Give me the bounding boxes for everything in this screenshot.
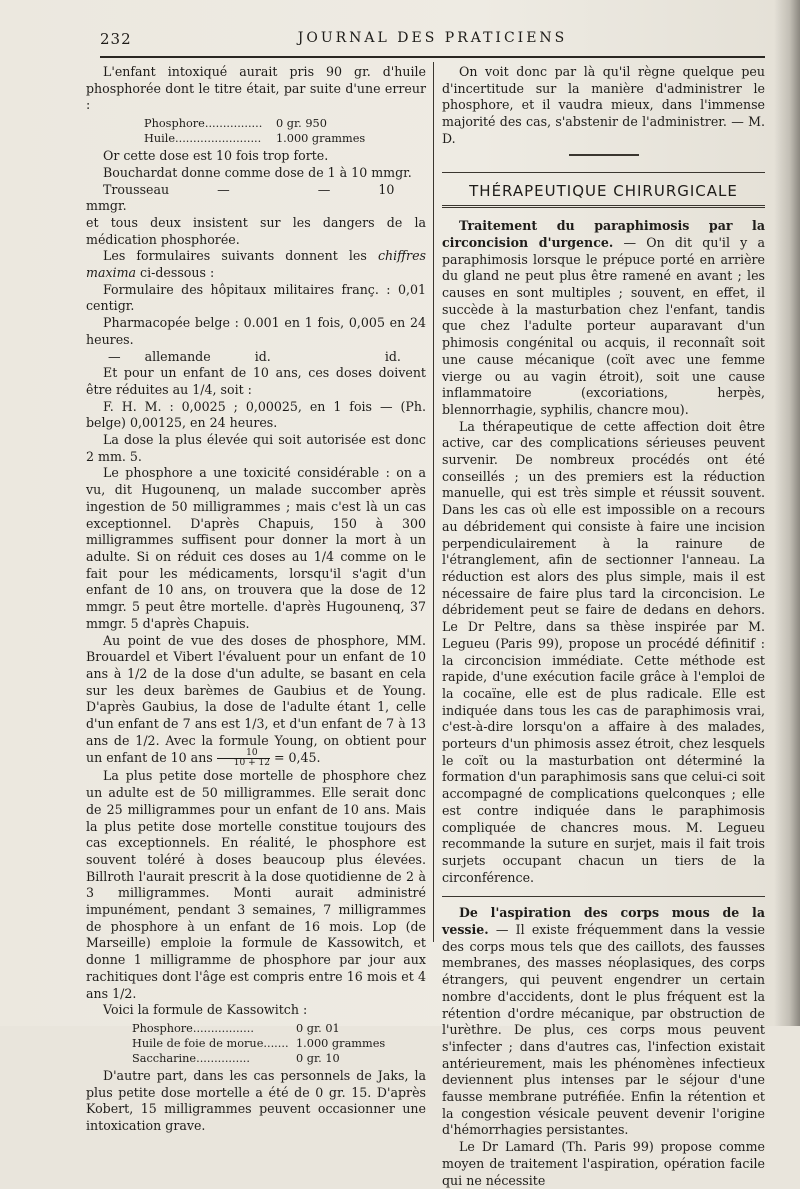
article-title: De l'aspiration des corps mous de la vessie.	[442, 905, 765, 938]
text-run: id.	[384, 348, 401, 364]
text-run: Les formulaires suivants donnent les	[103, 248, 378, 264]
table-value: 0 gr. 01	[296, 1021, 340, 1035]
paragraph: D'autre part, dans les cas personnels de Jaks, la plus petite dose mortelle a été de 0 gr. 15. D'après Kobert, 15 milligrammes peuvent occasionner une intoxication grave.	[86, 1067, 426, 1134]
table-value: 1.000 grammes	[296, 1036, 386, 1050]
formula-table	[86, 116, 426, 146]
table-row	[86, 1051, 426, 1066]
text-run: On voit donc par là qu'il règne quelque peu d'incertitude sur la manière d'administrer le phosphore, et il vaudra mieux, dans l'immense majorité des cas, s'abstenir de l'administrer.	[442, 64, 765, 130]
text-run: allemande	[144, 348, 211, 364]
separator-rule	[569, 154, 639, 156]
header-rule	[100, 56, 765, 58]
paragraph: L'enfant intoxiqué aurait pris 90 gr. d'huile phosphorée dont le titre était, par suite d'une erreur :	[86, 64, 426, 113]
table-row	[86, 116, 426, 131]
article-separator	[442, 896, 765, 897]
text-run: ci-dessous :	[136, 265, 215, 281]
paragraph: Or cette dose est 10 fois trop forte.	[103, 148, 329, 164]
article-title: Traitement du paraphimosis par la circoncision d'urgence.	[442, 218, 765, 250]
dose-value: 10 mmgr.	[86, 181, 395, 214]
paragraph	[86, 349, 426, 366]
text-run: Au point de vue des doses de phosphore, MM. Brouardel et Vibert l'évaluent pour un enfant de 10 ans à 1/2 de la dose d'un adulte, se basant en cela sur les deux barèmes de Gaubius et de Young. D'après Gaubius, la dose de l'adulte étant 1, celle d'un enfant de 7 ans est 1/3, et d'un enfant de 7 à 13 ans de 1/2. Avec la formule Young, on obtient pour un enfant de 10 ans	[86, 632, 426, 766]
column-divider	[433, 62, 434, 942]
text-run: = 0,45.	[269, 750, 321, 766]
paragraph	[86, 248, 426, 281]
paragraph: Bouchardat donne comme dose de 1 à 10 mmgr.	[103, 164, 412, 180]
ditto-mark: —	[317, 181, 331, 197]
left-column	[86, 64, 426, 1135]
paragraph: Pharmacopée belge : 0.001 en 1 fois, 0,005 en 24 heures.	[86, 315, 426, 347]
table-value: 1.000 grammes	[276, 132, 366, 146]
table-label: Saccharine...............	[132, 1051, 250, 1065]
text-run: — Il existe fréquemment dans la vessie des corps mous tels que des caillots, des fausses membranes, des masses néoplasiques, des corps étrangers, qui peuvent engendrer un certain nombre d'accidents, dont le plus fréquent est la rétention d'ordre mécanique, par obstruction de l'urèthre. De plus, ces corps mous peuvent s'infecter ; dans d'autres cas, l'infection existait antérieurement, mais les phénomènes infectieux deviennent plus intenses par le séjour d'une fausse membrane putréfiée. Enfin la rétention et la congestion vésicale peuvent devenir l'origine d'hémorrhagies persistantes.	[442, 922, 765, 1138]
ditto-mark: —	[108, 348, 121, 364]
text-run: — On dit qu'il y a paraphimosis lorsque le prépuce porté en arrière du gland ne peut plus être ramené en avant ; les causes en sont multiples ; souvent, en effet, il succède à la masturbation chez l'enfant, tandis que chez l'adulte porteur auparavant d'un phimosis congénital ou acquis, il reconnaît soit une cause mécanique (coït avec une femme vierge ou au vagin étroit), soit une cause inflammatoire (excoriations, herpès, blennorrhagie, syphilis, chancre mou).	[442, 234, 765, 417]
right-column	[442, 64, 765, 1189]
ditto-mark: —	[217, 181, 230, 197]
fraction-numerator: 10	[217, 749, 270, 759]
page-header	[100, 30, 765, 52]
text-run: id.	[254, 348, 271, 364]
table-row	[86, 1036, 426, 1051]
table-label: Huile de foie de morue.......	[132, 1036, 289, 1050]
paragraph: Et pour un enfant de 10 ans, ces doses doivent être réduites au 1/4, soit :	[86, 365, 426, 397]
paragraph: F. H. M. : 0,0025 ; 0,00025, en 1 fois — (Ph. belge) 0,00125, en 24 heures.	[86, 398, 426, 431]
paragraph: et tous deux insistent sur les dangers de la médication phosphorée.	[86, 214, 426, 247]
section-rule	[442, 172, 765, 173]
article-paragraph	[442, 218, 765, 418]
paragraph	[86, 633, 426, 769]
paragraph: Le Dr Lamard (Th. Paris 99) propose comme moyen de traitement l'aspiration, opération facile qui ne nécessite	[442, 1139, 765, 1188]
paragraph: Le phosphore a une toxicité considérable : on a vu, dit Hugounenq, un malade succomber après ingestion de 50 milligrammes ; mais c'est là un cas exceptionnel. D'après Chapuis, 150 à 300 milligrammes suffisent pour donner la mort à un adulte. Si on réduit ces doses au 1/4 comme on le fait pour les médicaments, lorsqu'il s'agit d'un enfant de 10 ans, on trouvera que la dose de 12 mmgr. 5 peut être mortelle. d'après Hugounenq, 37 mmgr. 5 d'après Chapuis.	[86, 465, 426, 631]
fraction-denominator: 10 + 12	[233, 758, 270, 769]
paragraph: Voici la formule de Kassowitch :	[103, 1002, 308, 1018]
running-title: JOURNAL DES PRATICIENS	[297, 30, 568, 46]
table-label: Phosphore................	[144, 117, 263, 131]
page-number: 232	[100, 30, 132, 48]
paragraph	[442, 64, 765, 148]
page-edge-shadow	[774, 0, 800, 1026]
signature: — M. D.	[442, 114, 765, 146]
table-row	[86, 1021, 426, 1036]
paragraph: La thérapeutique de cette affection doit être active, car des complications sérieuses peuvent survenir. De nombreux procédés ont été conseillés ; un des premiers est la réduction manuelle, qui est très simple et réussit souvent. Dans les cas où elle est impossible on a recours au débridement qui consiste à faire une incision perpendiculairement à la rainure de l'étranglement, afin de sectionner l'anneau. La réduction est alors des plus simple, mais il est nécessaire de faire plus tard la circoncision. Le débridement peut se faire de dedans en dehors. Le Dr Peltre, dans sa thèse inspirée par M. Legueu (Paris 99), propose un procédé définitif : la circoncision immédiate. Cette méthode est rapide, d'une exécution facile grâce à l'emploi de la cocaïne, elle est de plus radicale. Elle est indiquée dans tous les cas de paraphimosis vrai, c'est-à-dire lorsqu'on a affaire à des malades, porteurs d'un phimosis assez étroit, chez lesquels le coït ou la masturbation ont déterminé la formation d'un paraphimosis sans que celui-ci soit accompagné de complications quelconques ; elle est contre indiquée dans le paraphimosis compliquée de chancres mous. M. Legueu recommande la suture en surjet, mais il fait trois surjets occupant chacun un tiers de la circonférence.	[442, 418, 765, 885]
paragraph: La dose la plus élevée qui soit autorisée est donc 2 mm. 5.	[86, 432, 426, 464]
section-rule	[442, 205, 765, 208]
table-label: Huile........................	[144, 132, 262, 146]
paragraph	[86, 182, 426, 215]
section-title: THÉRAPEUTIQUE CHIRURGICALE	[469, 181, 738, 200]
article-paragraph	[442, 905, 765, 1139]
table-label: Phosphore.................	[132, 1021, 254, 1035]
table-row	[86, 131, 426, 146]
table-value: 0 gr. 10	[296, 1051, 340, 1065]
paragraph: Formulaire des hôpitaux militaires franç. : 0,01 centigr.	[86, 281, 426, 314]
author-name: Trousseau	[103, 181, 170, 197]
fraction	[217, 749, 270, 768]
formula-table	[86, 1021, 426, 1066]
table-value: 0 gr. 950	[276, 117, 327, 131]
emphasis: chiffres maxima	[86, 248, 426, 281]
paragraph: La plus petite dose mortelle de phosphore chez un adulte est de 50 milligrammes. Elle serait donc de 25 milligrammes pour un enfant de 10 ans. Mais la plus petite dose mortelle constitue toujours des cas exceptionnels. En réalité, le phosphore est souvent toléré à doses beaucoup plus élevées. Billroth l'aurait prescrit à la dose quotidienne de 2 à 3 milligrammes. Monti aurait administré impunément, pendant 3 semaines, 7 milligrammes de phosphore à un enfant de 16 mois. Lop (de Marseille) emploie la formule de Kassowitch, et donne 1 milligramme de phosphore par jour aux rachitiques dont l'âge est compris entre 16 mois et 4 ans 1/2.	[86, 768, 426, 1001]
